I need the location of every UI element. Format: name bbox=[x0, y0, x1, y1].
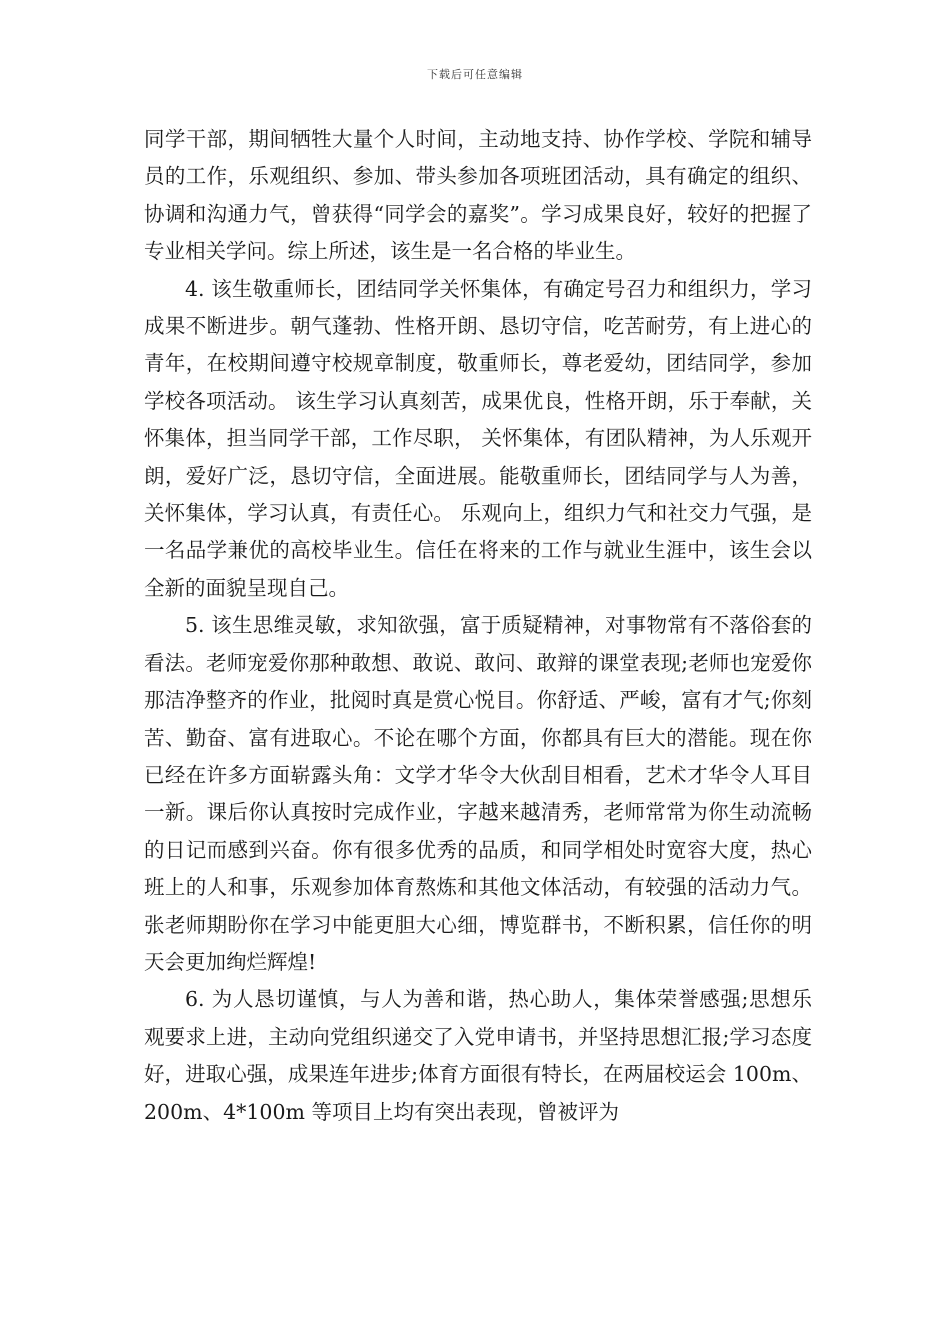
page-header: 下载后可任意编辑 bbox=[427, 68, 523, 81]
paragraph-item-4: 4. 该生敬重师长，团结同学关怀集体，有确定号召力和组织力，学习成果不断进步。朝气蓬勃、性格开朗、恳切守信，吃苦耐劳，有上进心的青年，在校期间遵守校规章制度，敬重师长，尊老爱幼，团结同学，参加学校各项活动。 该生学习认真刻苦，成果优良，性格开朗，乐于奉献，关怀集体，担当同学干部，工作尽职， 关怀集体，有团队精神，为人乐观开朗，爱好广泛，恳切守信，全面进展。能敬重师长，团结同学与人为善，关怀集体，学习认真，有责任心。 乐观向上，组织力气和社交力气强，是一名品学兼优的高校毕业生。信任在将来的工作与就业生涯中，该生会以全新的面貌呈现自己。 bbox=[144, 276, 812, 600]
paragraph-item-6: 6. 为人恳切谨慎，与人为善和谐，热心助人，集体荣誉感强;思想乐观要求上进，主动向党组织递交了入党申请书，并坚持思想汇报;学习态度好，进取心强，成果连年进步;体育方面很有特长，在两届校运会 100m、200m、4*100m 等项目上均有突出表现，曾被评为 bbox=[144, 987, 812, 1124]
paragraph-continuation: 同学干部，期间牺牲大量个人时间，主动地支持、协作学校、学院和辅导员的工作，乐观组织、参加、带头参加各项班团活动，具有确定的组织、协调和沟通力气，曾获得“同学会的嘉奖”。学习成果良好，较好的把握了专业相关学问。综上所述，该生是一名合格的毕业生。 bbox=[144, 127, 812, 264]
document-body bbox=[144, 121, 812, 1131]
paragraph-item-5: 5. 该生思维灵敏，求知欲强，富于质疑精神，对事物常有不落俗套的看法。老师宠爱你那种敢想、敢说、敢问、敢辩的课堂表现;老师也宠爱你那洁净整齐的作业，批阅时真是赏心悦目。你舒适、严峻，富有才气;你刻苦、勤奋、富有进取心。不论在哪个方面，你都具有巨大的潜能。现在你已经在许多方面崭露头角：文学才华令大伙刮目相看，艺术才华令人耳目一新。课后你认真按时完成作业，字越来越清秀，老师常常为你生动流畅的日记而感到兴奋。你有很多优秀的品质，和同学相处时宽容大度，热心班上的人和事，乐观参加体育熬炼和其他文体活动，有较强的活动力气。张老师期盼你在学习中能更胆大心细，博览群书，不断积累，信任你的明天会更加绚烂辉煌! bbox=[144, 613, 812, 974]
